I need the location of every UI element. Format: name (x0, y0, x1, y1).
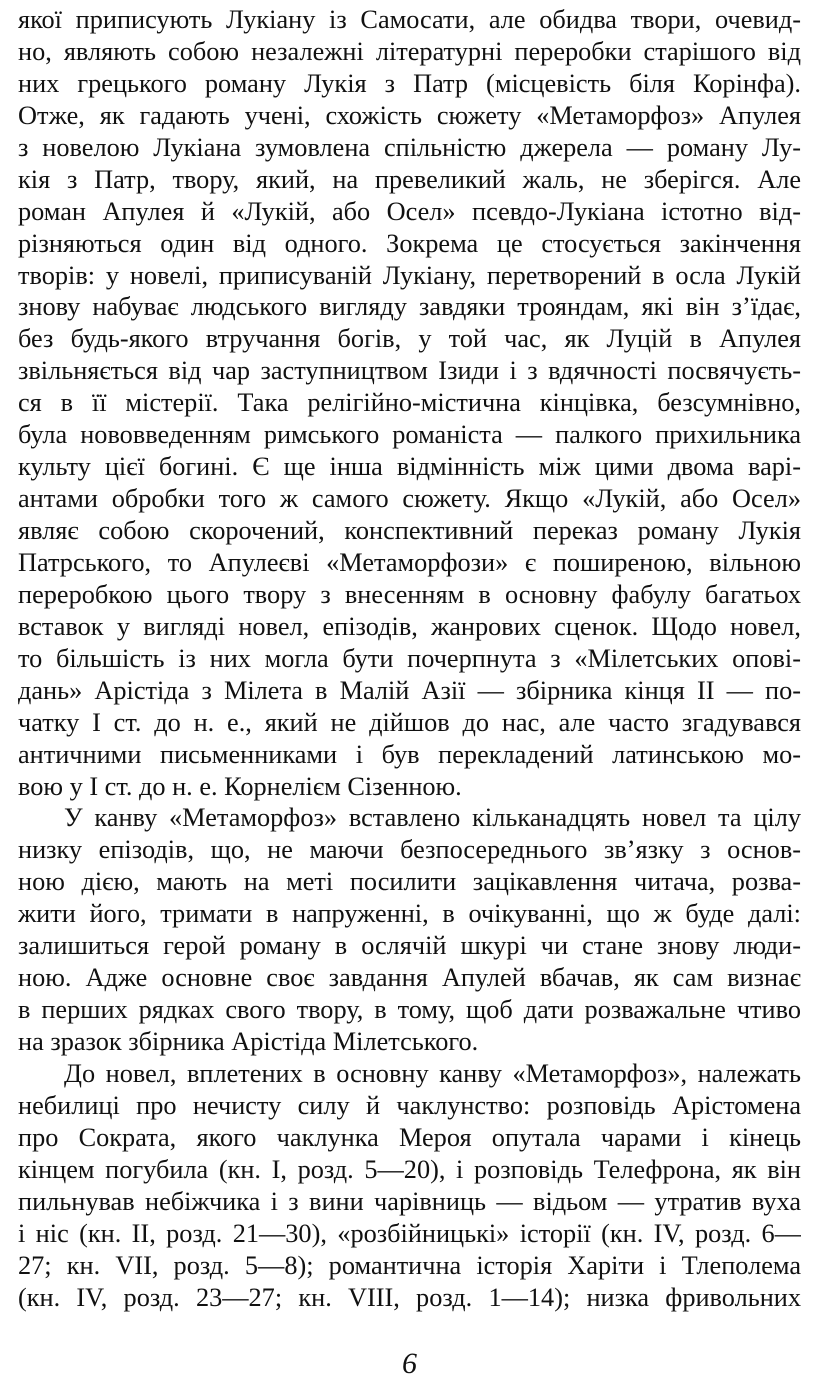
text-line: небилиці про нечисту силу й чаклунство: розповідь Арістомена (18, 1090, 801, 1120)
text-line: переробкою цього твору з внесенням в основну фабулу багатьох (18, 579, 801, 609)
text-line: Патрського, то Апулеєві «Метаморфози» є поширеною, вільною (18, 547, 801, 577)
text-line: творів: у новелі, приписуваній Лукіану, перетворений в осла Лукій (18, 260, 801, 290)
text-line: роман Апулея й «Лукій, або Осел» псевдо-Лукіана істотно від- (18, 196, 801, 226)
paragraph (18, 1058, 801, 1314)
page-text (18, 4, 801, 1313)
text-line: різняються один від одного. Зокрема це стосується закінчення (18, 228, 801, 258)
text-line: ся в її містерії. Така релігійно-містична кінцівка, безсумнівно, (18, 388, 801, 418)
text-line: античними письменниками і був перекладений латинською мо- (18, 739, 801, 769)
text-line: До новел, вплетених в основну канву «Метаморфоз», належать (64, 1058, 801, 1088)
text-line: якої приписують Лукіану із Самосати, але обидва твори, очевид- (18, 5, 801, 34)
text-line: антами обробки того ж самого сюжету. Якщо «Лукій, або Осел» (18, 484, 801, 514)
text-line: культу цієї богині. Є ще інша відмінність між цими двома варі- (18, 452, 801, 482)
text-line: низку епізодів, що, не маючи безпосереднього зв’язку з основ- (18, 835, 801, 865)
text-line: Отже, як гадають учені, схожість сюжету «Метаморфоз» Апулея (18, 100, 801, 130)
text-line: залишиться герой роману в ослячій шкурі чи стане знову люди- (18, 931, 801, 961)
text-line: то більшість із них могла бути почерпнута з «Мілетських опові- (18, 643, 801, 673)
text-line: на зразок збірника Арістіда Мілетського. (18, 1027, 479, 1056)
page-number: 6 (402, 1347, 417, 1380)
text-line: пильнував небіжчика і з вини чарівниць — відьом — утратив вуха (18, 1186, 801, 1216)
text-line: (кн. IV, розд. 23—27; кн. VIII, розд. 1—14); низка фривольних (18, 1282, 801, 1312)
text-line: кія з Патр, твору, який, на превеликий жаль, не зберігся. Але (18, 164, 801, 194)
text-line: кінцем погубила (кн. I, розд. 5—20), і розповідь Телефрона, як він (18, 1154, 801, 1184)
text-line: без будь-якого втручання богів, у той час, як Луцій в Апулея (18, 324, 801, 354)
text-line: про Сократа, якого чаклунка Мероя опутала чарами і кінець (18, 1122, 801, 1152)
text-line: в перших рядках свого твору, в тому, щоб дати розважальне чтиво (18, 995, 801, 1025)
text-line: знову набуває людського вигляду завдяки трояндам, які він з’їдає, (18, 292, 801, 322)
text-line: но, являють собою незалежні літературні переробки старішого від (18, 36, 801, 66)
text-line: вставок у вигляді новел, епізодів, жанрових сценок. Щодо новел, (18, 611, 801, 641)
text-line: 27; кн. VII, розд. 5—8); романтична історія Харіти і Тлеполема (18, 1250, 801, 1280)
text-line: ною. Адже основне своє завдання Апулей вбачав, як сам визнає (18, 963, 801, 993)
text-line: ною дією, мають на меті посилити зацікавлення читача, розва- (18, 867, 801, 897)
text-line: дань» Арістіда з Мілета в Малій Азії — збірника кінця II — по- (18, 675, 801, 705)
paragraph (18, 802, 801, 1058)
text-line: У канву «Метаморфоз» вставлено кільканадцять новел та цілу (64, 803, 801, 833)
text-line: з новелою Лукіана зумовлена спільністю джерела — роману Лу- (18, 132, 801, 162)
text-line: і ніс (кн. II, розд. 21—30), «розбійницькі» історії (кн. IV, розд. 6— (18, 1218, 801, 1248)
text-line: жити його, тримати в напруженні, в очікуванні, що ж буде далі: (18, 899, 801, 929)
text-line: була нововведенням римського романіста — палкого прихильника (18, 420, 801, 450)
paragraph (18, 4, 801, 802)
text-line: являє собою скорочений, конспективний переказ роману Лукія (18, 516, 801, 545)
text-line: вою у I ст. до н. е. Корнелієм Сізенною. (18, 771, 462, 801)
text-line: них грецького роману Лукія з Патр (місцевість біля Корінфа). (18, 68, 801, 98)
text-line: чатку I ст. до н. е., який не дійшов до нас, але часто згадувався (18, 707, 801, 737)
text-line: звільняється від чар заступництвом Ізиди і з вдячності посвячуєть- (18, 356, 801, 386)
